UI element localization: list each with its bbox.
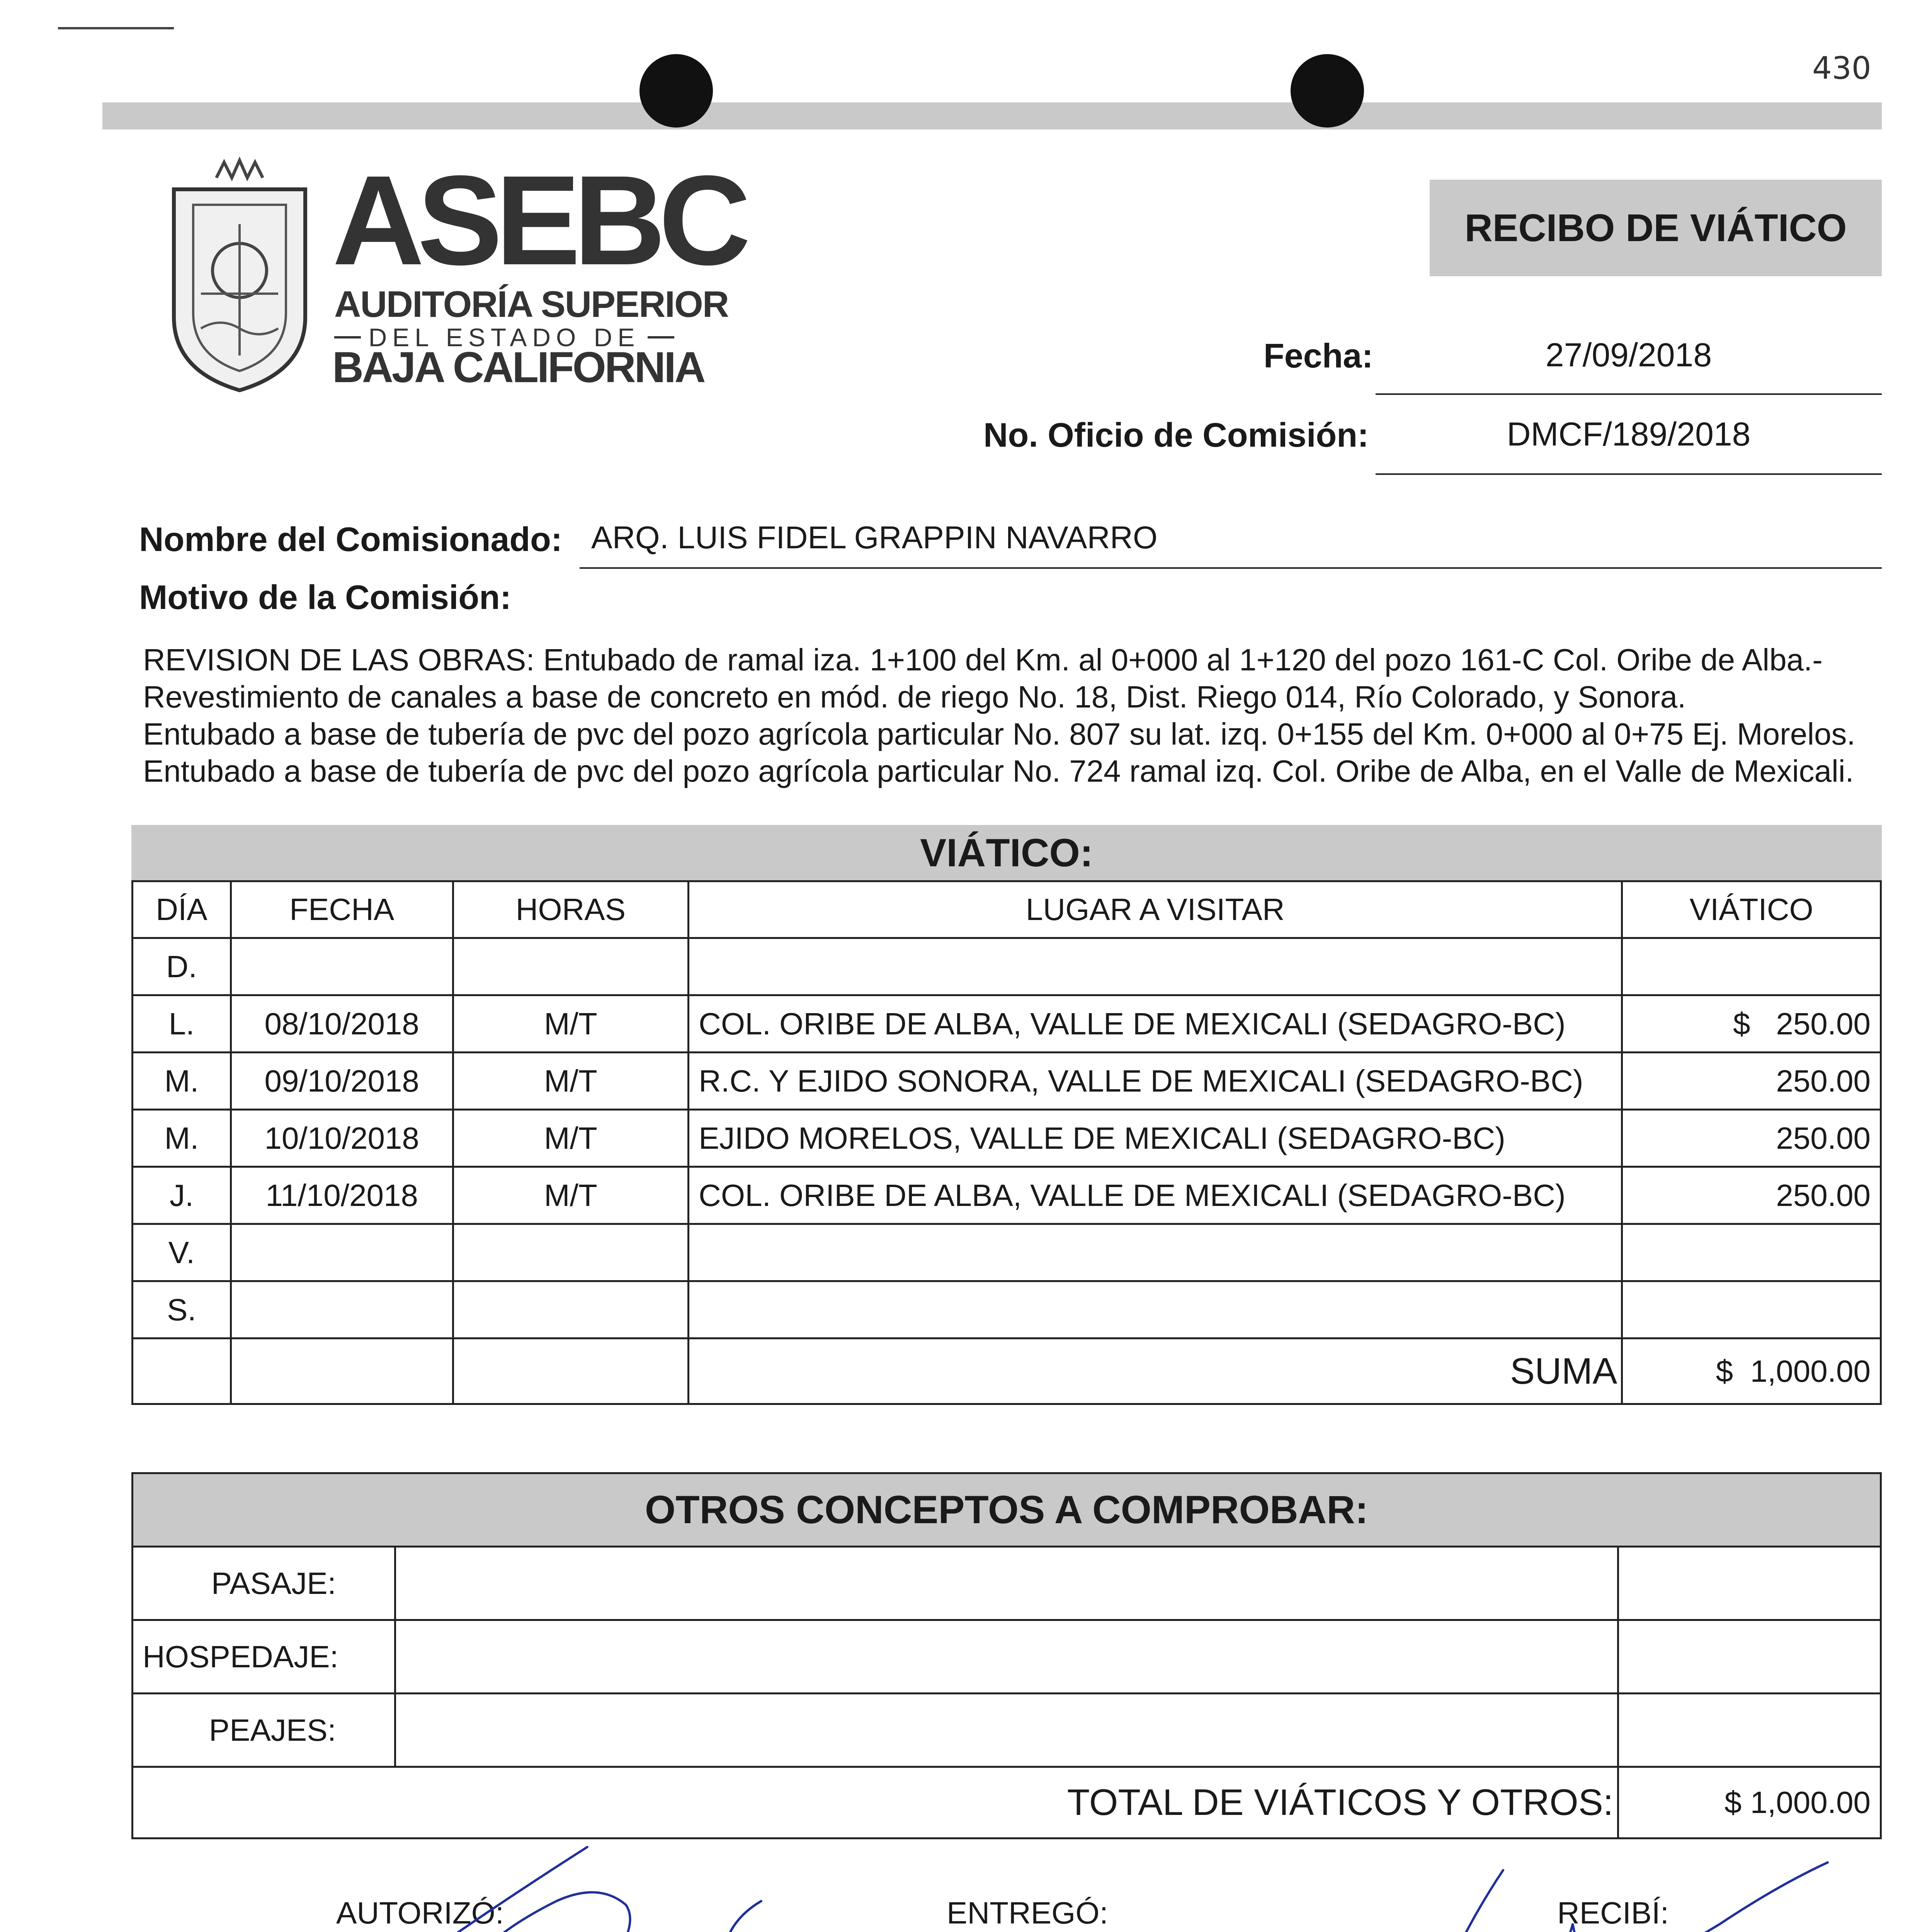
motivo-label: Motivo de la Comisión: (139, 578, 512, 616)
logo-line-1: AUDITORÍA SUPERIOR (334, 284, 729, 325)
punch-hole-left (639, 54, 713, 128)
cell-viatico (1622, 1224, 1881, 1281)
cell-dia: L. (133, 995, 231, 1053)
entrego-label: ENTREGÓ: (947, 1896, 1108, 1930)
otros-row (133, 1547, 1881, 1620)
cell-viatico: 250.00 (1622, 1110, 1881, 1167)
viatico-heading-band (131, 825, 1882, 881)
cell-fecha (231, 1281, 453, 1338)
table-row (133, 1224, 1881, 1281)
suma-row (133, 1338, 1881, 1404)
coat-of-arms-emblem (158, 155, 321, 394)
cell-fecha (231, 1224, 453, 1281)
cell-horas: M/T (453, 1110, 688, 1167)
corner-mark (58, 27, 174, 29)
header-lugar: LUGAR A VISITAR (689, 881, 1622, 938)
cell-lugar: EJIDO MORELOS, VALLE DE MEXICALI (SEDAGRO-BC) (689, 1110, 1622, 1167)
header-viatico: VIÁTICO (1622, 881, 1881, 938)
viatico-table (131, 880, 1882, 1405)
otros-row (133, 1620, 1881, 1694)
otros-table (131, 1546, 1882, 1839)
cell-horas: M/T (453, 995, 688, 1053)
suma-label: SUMA (689, 1338, 1622, 1404)
cell-viatico (1622, 938, 1881, 995)
cell-fecha (231, 938, 453, 995)
cell-horas (453, 1281, 688, 1338)
logo-acronym: ASEBC (332, 149, 744, 291)
cell-dia: V. (133, 1224, 231, 1281)
otros-label: PASAJE: (133, 1547, 395, 1620)
top-band (102, 102, 1882, 129)
handwritten-signature-autorizo (209, 1839, 750, 1932)
fecha-value: 27/09/2018 (1545, 337, 1712, 374)
cell-viatico (1622, 1281, 1881, 1338)
table-row (133, 1167, 1881, 1224)
comisionado-label: Nombre del Comisionado: (139, 520, 563, 558)
table-row (133, 1053, 1881, 1110)
total-value: $ 1,000.00 (1618, 1767, 1881, 1838)
total-row (133, 1767, 1881, 1838)
viatico-heading: VIÁTICO: (920, 831, 1093, 875)
otros-label: HOSPEDAJE: (133, 1620, 395, 1694)
autorizo-label: AUTORIZÓ: (336, 1896, 504, 1930)
comisionado-underline (580, 567, 1882, 569)
cell-horas (453, 1224, 688, 1281)
cell-viatico: 250.00 (1622, 1167, 1881, 1224)
logo-line-3: BAJA CALIFORNIA (332, 343, 704, 391)
document-title: RECIBO DE VIÁTICO (1464, 206, 1847, 250)
table-row (133, 1281, 1881, 1338)
comisionado-value: ARQ. LUIS FIDEL GRAPPIN NAVARRO (591, 520, 1158, 555)
header-fecha: FECHA (231, 881, 453, 938)
logo-line-2-text: DEL ESTADO DE (368, 323, 640, 352)
header-horas: HORAS (453, 881, 688, 938)
cell-lugar: R.C. Y EJIDO SONORA, VALLE DE MEXICALI (SEDAGRO-BC) (689, 1053, 1622, 1110)
otros-amount (1618, 1620, 1881, 1694)
cell-dia: M. (133, 1110, 231, 1167)
cell-fecha: 10/10/2018 (231, 1110, 453, 1167)
title-box (1430, 180, 1882, 276)
cell-empty (231, 1338, 453, 1404)
oficio-value: DMCF/189/2018 (1507, 416, 1751, 453)
recibi-label: RECIBÍ: (1557, 1896, 1669, 1930)
total-label: TOTAL DE VIÁTICOS Y OTROS: (133, 1767, 1618, 1838)
otros-value (395, 1620, 1618, 1694)
cell-empty (453, 1338, 688, 1404)
cell-fecha: 11/10/2018 (231, 1167, 453, 1224)
otros-amount (1618, 1547, 1881, 1620)
logo-rule-left (334, 336, 361, 338)
oficio-underline (1376, 473, 1882, 475)
handwritten-signature-entrego (707, 1886, 1325, 1932)
motivo-line: Revestimiento de canales a base de concreto en mód. de riego No. 18, Dist. Riego 014, Río Colorado, y Sonora. (143, 680, 1686, 714)
cell-lugar: COL. ORIBE DE ALBA, VALLE DE MEXICALI (SEDAGRO-BC) (689, 995, 1622, 1053)
otros-value (395, 1694, 1618, 1767)
cell-viatico: $ 250.00 (1622, 995, 1881, 1053)
motivo-line: Entubado a base de tubería de pvc del pozo agrícola particular No. 724 ramal izq. Col. Oribe de Alba, en el Valle de Mexicali. (143, 754, 1854, 788)
otros-amount (1618, 1694, 1881, 1767)
cell-horas (453, 938, 688, 995)
cell-horas: M/T (453, 1167, 688, 1224)
fecha-label: Fecha: (1264, 337, 1373, 375)
handwritten-signature-recibi (1372, 1847, 1874, 1932)
logo-rule-right (648, 336, 674, 338)
cell-lugar (689, 938, 1622, 995)
cell-fecha: 09/10/2018 (231, 1053, 453, 1110)
cell-dia: D. (133, 938, 231, 995)
otros-value (395, 1547, 1618, 1620)
punch-hole-right (1291, 54, 1364, 128)
motivo-text (143, 641, 1882, 790)
motivo-line: Entubado a base de tubería de pvc del pozo agrícola particular No. 807 su lat. izq. 0+155 del Km. 0+000 al 0+75 Ej. Morelos. (143, 717, 1855, 751)
motivo-line: REVISION DE LAS OBRAS: Entubado de ramal iza. 1+100 del Km. al 0+000 al 1+120 del pozo 161-C Col. Oribe de Alba.- (143, 643, 1823, 677)
otros-row (133, 1694, 1881, 1767)
header-dia: DÍA (133, 881, 231, 938)
cell-dia: M. (133, 1053, 231, 1110)
cell-viatico: 250.00 (1622, 1053, 1881, 1110)
cell-horas: M/T (453, 1053, 688, 1110)
table-row (133, 1110, 1881, 1167)
oficio-label: No. Oficio de Comisión: (983, 416, 1369, 454)
page-number: 430 (1812, 50, 1871, 86)
otros-heading: OTROS CONCEPTOS A COMPROBAR: (645, 1488, 1368, 1532)
cell-dia: S. (133, 1281, 231, 1338)
cell-lugar (689, 1281, 1622, 1338)
cell-fecha: 08/10/2018 (231, 995, 453, 1053)
cell-lugar (689, 1224, 1622, 1281)
suma-value: $ 1,000.00 (1622, 1338, 1881, 1404)
cell-dia: J. (133, 1167, 231, 1224)
viatico-header-row (133, 881, 1881, 938)
cell-lugar: COL. ORIBE DE ALBA, VALLE DE MEXICALI (SEDAGRO-BC) (689, 1167, 1622, 1224)
fecha-underline (1376, 393, 1882, 395)
table-row (133, 995, 1881, 1053)
cell-empty (133, 1338, 231, 1404)
otros-label: PEAJES: (133, 1694, 395, 1767)
table-row (133, 938, 1881, 995)
otros-heading-band (133, 1474, 1880, 1546)
